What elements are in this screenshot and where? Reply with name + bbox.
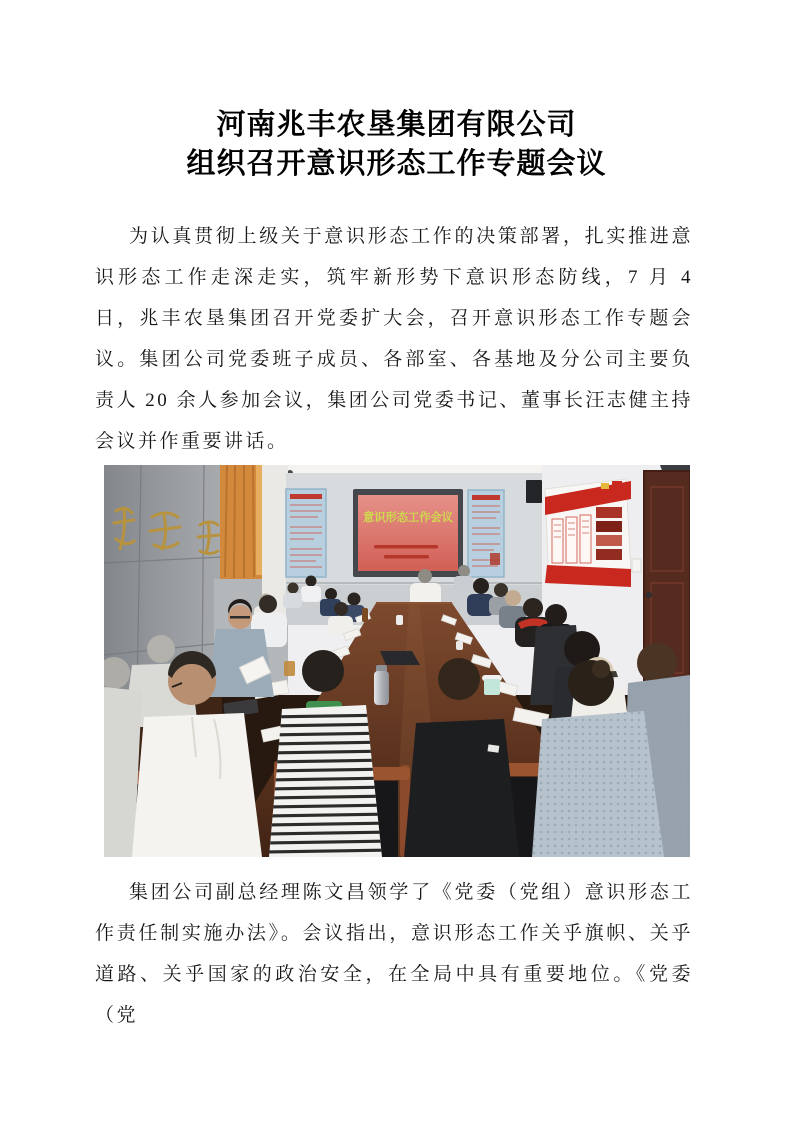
slide-subtitle-line-2	[384, 555, 429, 559]
speaker-box	[526, 480, 542, 503]
thermos-flask	[374, 665, 389, 705]
party-culture-wall	[545, 479, 631, 587]
mint-cup	[482, 675, 502, 695]
meeting-photo	[104, 465, 690, 857]
paragraph-2: 集团公司副总经理陈文昌领学了《党委（党组）意识形态工作责任制实施办法》。会议指出，意识形态工作关乎旗帜、关乎道路、关乎国家的政治安全，在全局中具有重要地位。《党委（党	[95, 882, 693, 1026]
projection-screen	[353, 489, 463, 577]
slide	[358, 495, 458, 571]
title-line-1: 河南兆丰农垦集团有限公司	[216, 109, 577, 141]
slide-subtitle-line-1	[374, 545, 438, 549]
title-line-2: 组织召开意识形态工作专题会议	[186, 148, 607, 180]
paper-cup	[396, 615, 403, 625]
screen-slide-title: 意识形态工作会议	[363, 512, 455, 524]
document-title	[0, 106, 793, 184]
bottle	[362, 608, 368, 622]
meeting-photo-illustration	[104, 465, 690, 857]
door-handle	[646, 592, 652, 598]
curtain	[220, 465, 264, 579]
bulletin-board-left	[286, 489, 326, 577]
bulletin-board-right	[468, 490, 504, 577]
light-switch	[632, 559, 641, 572]
paragraph-1: 为认真贯彻上级关于意识形态工作的决策部署，扎实推进意识形态工作走深走实，筑牢新形势下意识形态防线，7 月 4 日，兆丰农垦集团召开党委扩大会，召开意识形态工作专题会议。集团公司党委班子成员、各部室、各基地及分公司主要负责人 20 余人参加会议，集团公司党委书记、董事长汪志健主持会议并作重要讲话。	[95, 226, 693, 452]
tea-glass	[284, 661, 295, 676]
